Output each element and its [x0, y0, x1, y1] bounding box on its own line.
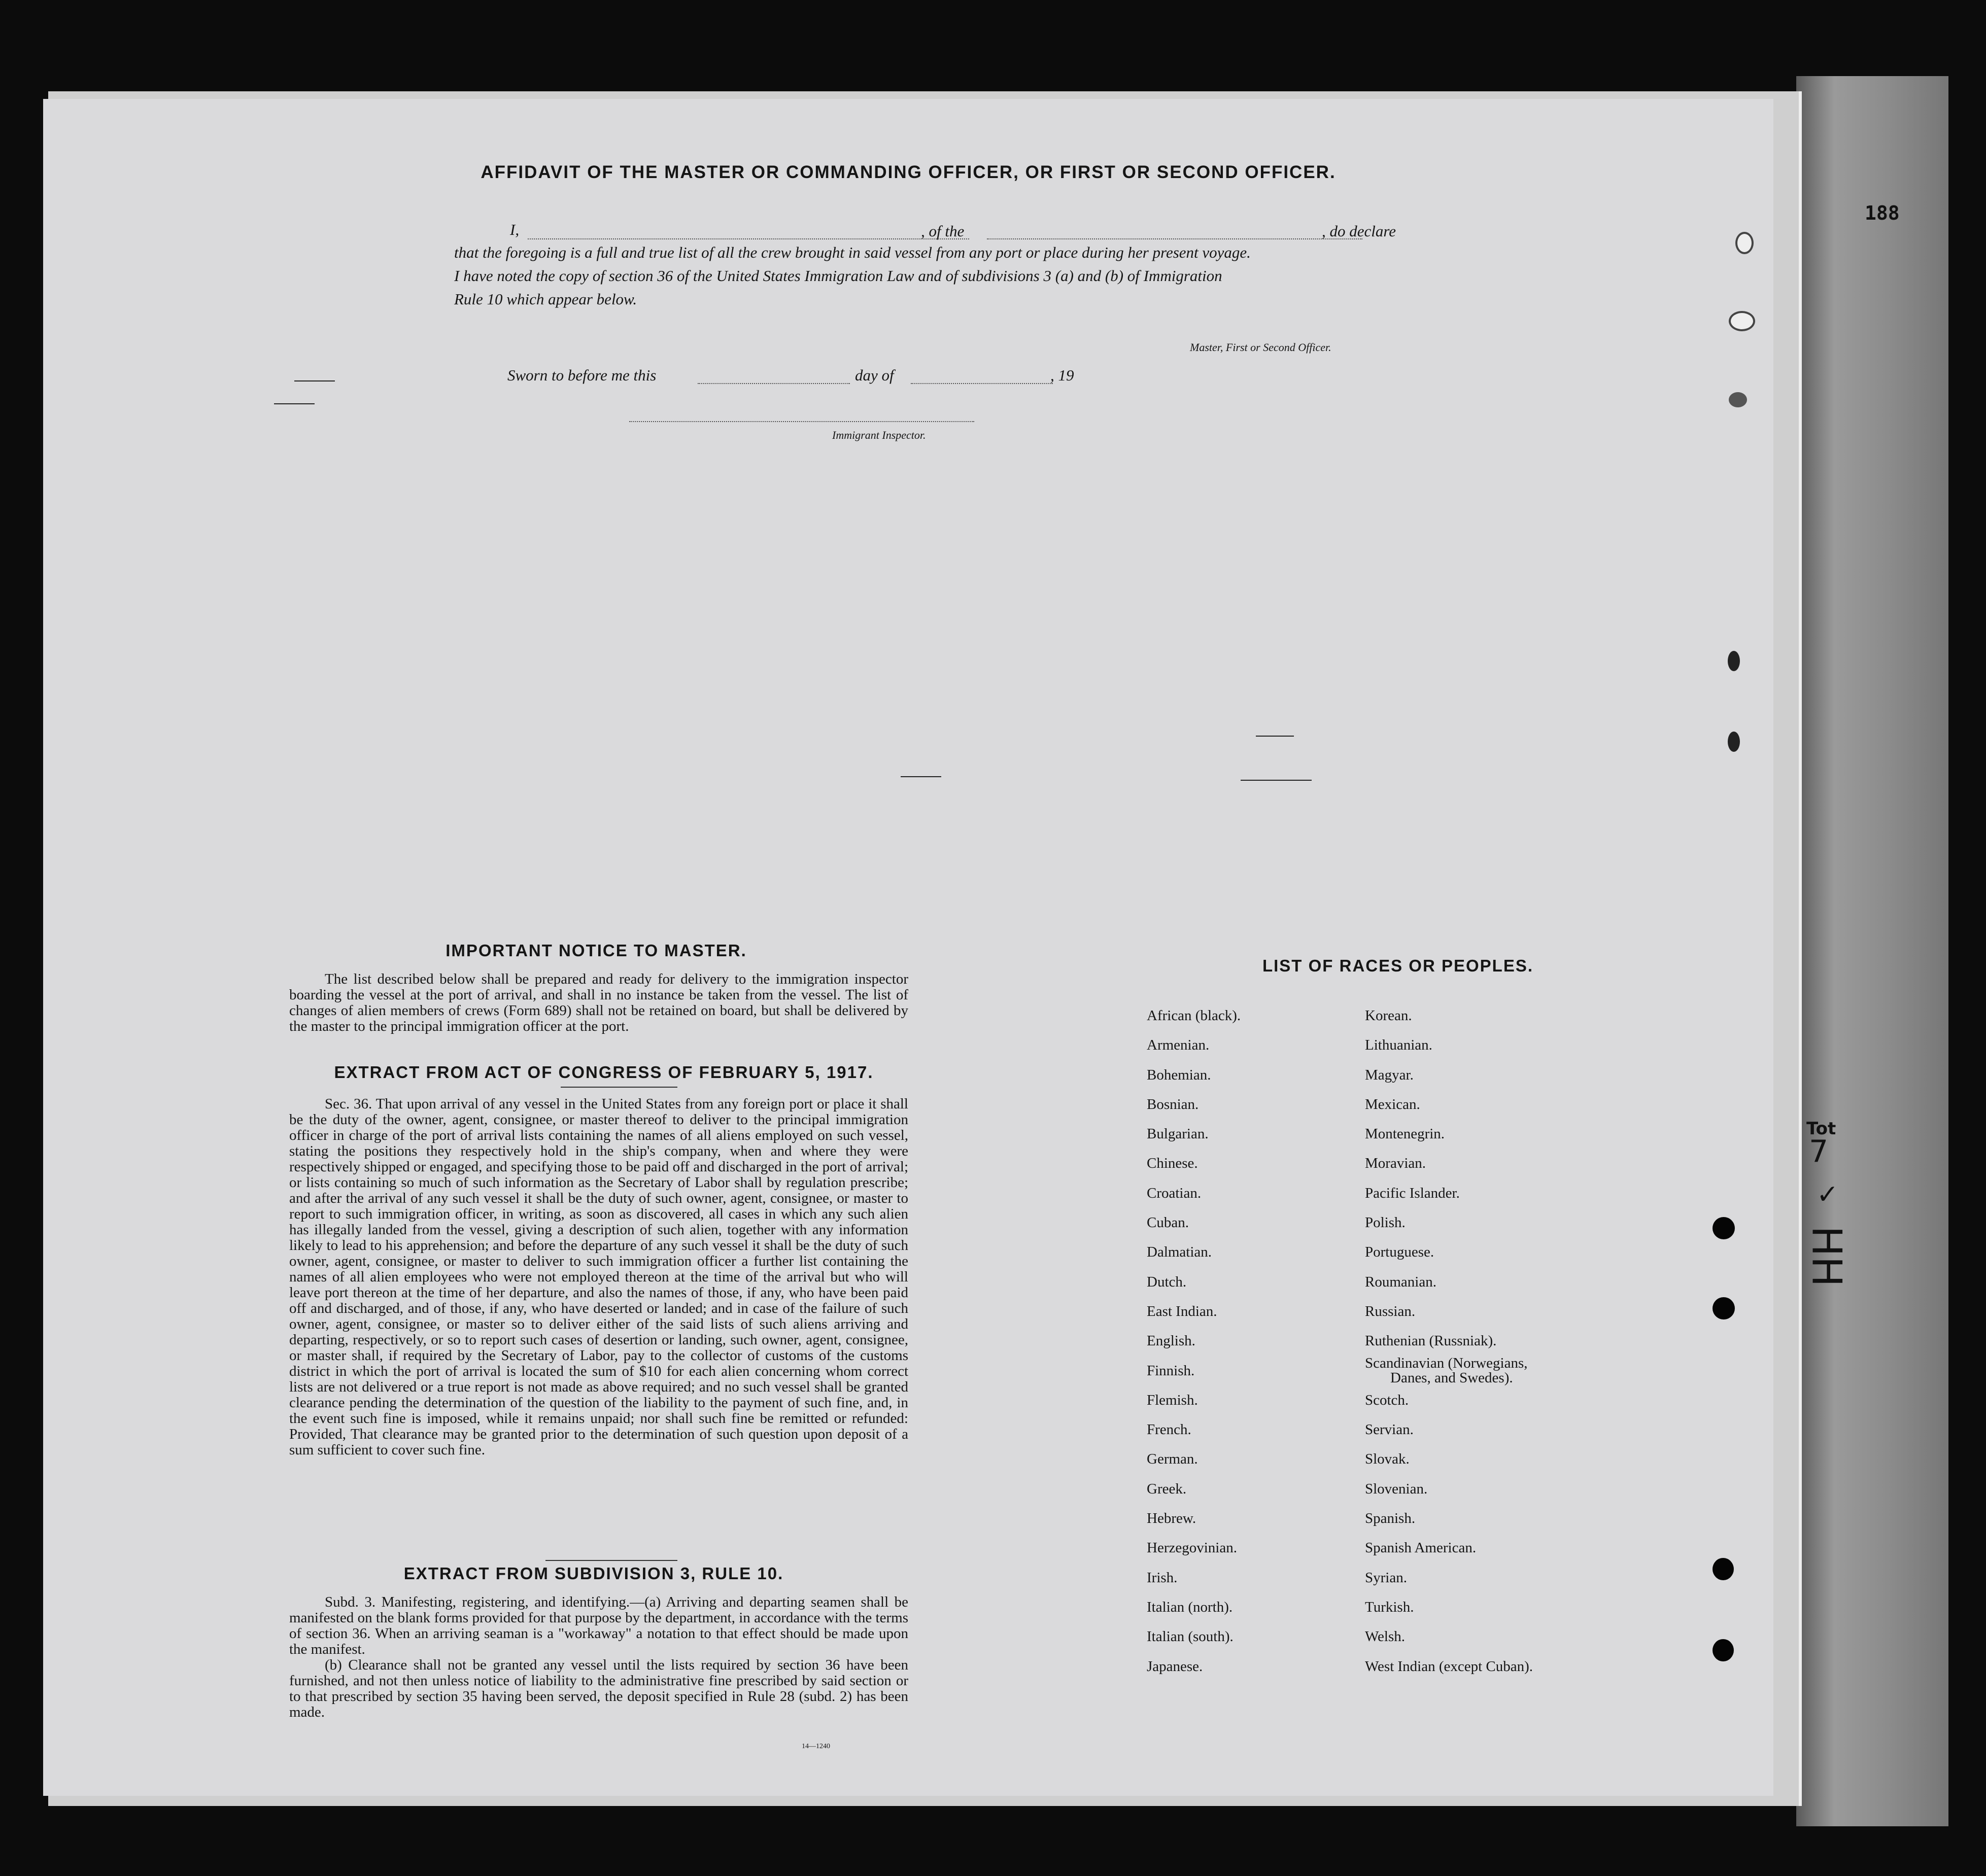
affidavit-do-declare: , do declare — [1322, 222, 1396, 240]
scan-dash — [1256, 736, 1294, 737]
sworn-label: Sworn to before me this — [507, 366, 657, 384]
binder-edge — [1796, 76, 1948, 1826]
race-item: Servian. — [1365, 1421, 1414, 1438]
race-item: Finnish. — [1147, 1362, 1195, 1379]
punch-hole-icon — [1729, 392, 1747, 407]
form-number: 14—1240 — [802, 1743, 830, 1750]
inspector-label: Immigrant Inspector. — [832, 429, 926, 441]
race-item: Pacific Islander. — [1365, 1185, 1460, 1201]
punch-hole-icon — [1713, 1217, 1735, 1239]
extract-rule-title: EXTRACT FROM SUBDIVISION 3, RULE 10. — [403, 1564, 784, 1583]
heading-rule — [545, 1560, 677, 1561]
scan-dash — [294, 380, 335, 381]
punch-hole-icon — [1713, 1558, 1734, 1580]
master-signature-label: Master, First or Second Officer. — [1190, 341, 1331, 354]
extract-rule-block — [289, 1594, 908, 1720]
race-item: Russian. — [1365, 1303, 1416, 1319]
race-item: Japanese. — [1147, 1658, 1203, 1675]
punch-hole-icon — [1735, 232, 1754, 254]
race-item: Spanish American. — [1365, 1540, 1477, 1556]
race-item: Portuguese. — [1365, 1244, 1434, 1261]
race-item: Irish. — [1147, 1569, 1178, 1586]
race-item: Magyar. — [1365, 1066, 1414, 1083]
affidavit-of-the: , of the — [921, 222, 965, 240]
extract-act-text: Sec. 36. That upon arrival of any vessel in the United States from any foreign port or place it shall be the duty of the owner, agent, consignee, or master thereof to deliver to the principal immigration officer in charge of the port of arrival lists containing the names of all aliens employed on such vessel, stating the positions they respectively hold in the ship's company, when and where they were respectively shipped or engaged, and specifying those to be paid off and discharged in the port of arrival; or lists containing so much of such information as the Secretary of Labor shall by regulation prescribe; and after the arrival of any such vessel it shall be the duty of such owner, agent, consignee, or master to report to such immigration officer, in writing, as soon as discovered, all cases in which any such alien has illegally landed from the vessel, giving a description of such alien, together with any information likely to lead to his apprehension; and before the departure of any such vessel it shall be the duty of such owner, agent, consignee, or master to deliver to such immigration officer a further list containing the names of all alien employees who were not employed thereon at the time of the arrival but who will leave port thereon at the time of her departure, and also the names of those, if any, who have been paid off and discharged, and of those, if any, who have deserted or landed; and in case of the failure of such owner, agent, consignee, or master so to deliver either of the said lists of such aliens arriving and departing, respectively, or so to report such cases of desertion or landing, such owner, agent, consignee, or master shall, if required by the Secretary of Labor, pay to the collector of customs of the customs district in which the port of arrival is located the sum of $10 for each alien concerning whom correct lists are not delivered or a true report is not made as above required; and no such vessel shall be granted clearance pending the determination of the question of the liability to the payment of such fine, and, in the event such fine is imposed, while it remains unpaid; nor shall such fine be remitted or refunded: Provided, That clearance may be granted prior to the determination of such question upon deposit of a sum sufficient to cover such fine. — [289, 1096, 908, 1458]
affidavit-line-4: Rule 10 which appear below. — [454, 290, 637, 308]
affidavit-line-3: I have noted the copy of section 36 of the United States Immigration Law and of subdivisions 3 (a) and (b) of Immigration — [454, 267, 1222, 285]
scan-dash — [274, 403, 315, 404]
notice-title: IMPORTANT NOTICE TO MASTER. — [446, 941, 747, 960]
race-item: Welsh. — [1365, 1628, 1406, 1645]
heading-rule — [561, 1087, 677, 1088]
race-item: Hebrew. — [1147, 1510, 1196, 1527]
punch-hole-icon — [1713, 1297, 1735, 1319]
extract-act-block — [289, 1096, 908, 1458]
races-title: LIST OF RACES OR PEOPLES. — [1262, 956, 1534, 975]
sworn-month-line[interactable] — [911, 383, 1053, 384]
races-right-column — [1365, 1001, 1533, 1681]
race-item — [1365, 1356, 1533, 1385]
races-left-column — [1147, 1001, 1241, 1681]
race-item-line: Scandinavian (Norwegians, — [1365, 1354, 1528, 1371]
notice-text-block — [289, 971, 908, 1034]
race-item: English. — [1147, 1333, 1195, 1349]
race-item: Korean. — [1365, 1008, 1412, 1024]
race-item: Bulgarian. — [1147, 1126, 1209, 1142]
race-item: Moravian. — [1365, 1155, 1426, 1172]
race-item: Dalmatian. — [1147, 1244, 1212, 1261]
race-item: German. — [1147, 1451, 1198, 1468]
subd-text: Subd. 3. Manifesting, registering, and identifying.—(a) Arriving and departing seamen shall be manifested on the blank forms provided for that purpose by the department, in accordance with the terms of section 36. When an arriving seaman is a "workaway" a notation to that effect should be made upon the manifest. — [289, 1594, 908, 1657]
race-item: Bosnian. — [1147, 1096, 1199, 1113]
margin-tally: HH — [1803, 1226, 1851, 1287]
margin-seven: 7 — [1809, 1134, 1829, 1169]
race-item: Greek. — [1147, 1480, 1187, 1497]
race-item: Mexican. — [1365, 1096, 1420, 1113]
day-of-label: day of — [855, 366, 894, 384]
margin-tot: Tot — [1806, 1119, 1836, 1139]
race-item: Polish. — [1365, 1214, 1406, 1231]
race-item: Cuban. — [1147, 1214, 1189, 1231]
race-item: Slovenian. — [1365, 1480, 1428, 1497]
extract-act-title: EXTRACT FROM ACT OF CONGRESS OF FEBRUARY 5, 1917. — [334, 1063, 874, 1082]
affidavit-line-2: that the foregoing is a full and true list of all the crew brought in said vessel from any port or place during her present voyage. — [454, 244, 1251, 261]
inspector-signature-line[interactable] — [629, 421, 974, 422]
race-item: Croatian. — [1147, 1185, 1202, 1201]
punch-hole-icon — [1729, 311, 1755, 331]
race-item: Dutch. — [1147, 1273, 1187, 1290]
race-item: West Indian (except Cuban). — [1365, 1658, 1533, 1675]
race-item: Lithuanian. — [1365, 1037, 1432, 1054]
affidavit-i-label: I, — [510, 221, 520, 238]
notice-text: The list described below shall be prepared and ready for delivery to the immigration inspector boarding the vessel at the port of arrival, and shall in no instance be taken from the vessel. The list of changes of alien members of crews (Form 689) shall not be retained on board, but shall be delivered by the master to the principal immigration officer at the port. — [289, 971, 908, 1034]
race-item: Herzegovinian. — [1147, 1540, 1237, 1556]
race-item: Italian (south). — [1147, 1628, 1234, 1645]
race-item: Slovak. — [1365, 1451, 1410, 1468]
page-number: 188 — [1865, 202, 1900, 224]
scan-dash — [901, 776, 941, 777]
vessel-name-line[interactable] — [987, 238, 1362, 239]
race-item: Montenegrin. — [1365, 1126, 1445, 1142]
race-item: Syrian. — [1365, 1569, 1407, 1586]
race-item: French. — [1147, 1421, 1191, 1438]
race-item: African (black). — [1147, 1008, 1241, 1024]
punch-hole-icon — [1728, 651, 1740, 671]
race-item: Flemish. — [1147, 1392, 1198, 1408]
year-label: , 19 — [1050, 366, 1074, 384]
race-item: Bohemian. — [1147, 1066, 1211, 1083]
race-item: Chinese. — [1147, 1155, 1198, 1172]
race-item: Turkish. — [1365, 1599, 1414, 1615]
declarant-name-line[interactable] — [528, 238, 969, 239]
race-item: Italian (north). — [1147, 1599, 1233, 1615]
affidavit-title: AFFIDAVIT OF THE MASTER OR COMMANDING OFFICER, OR FIRST OR SECOND OFFICER. — [481, 162, 1336, 182]
race-item-line: Danes, and Swedes). — [1390, 1369, 1513, 1386]
manifest-page — [43, 99, 1773, 1796]
punch-hole-icon — [1713, 1639, 1734, 1661]
race-item: Ruthenian (Russniak). — [1365, 1333, 1497, 1349]
race-item: Roumanian. — [1365, 1273, 1436, 1290]
race-item: East Indian. — [1147, 1303, 1217, 1319]
margin-check: ✓ — [1817, 1179, 1839, 1210]
race-item: Spanish. — [1365, 1510, 1416, 1527]
scan-dash — [1241, 780, 1312, 781]
clearance-text: (b) Clearance shall not be granted any vessel until the lists required by section 36 have been furnished, and not then unless notice of liability to the administrative fine prescribed by said section or to that prescribed by section 35 having been served, the deposit specified in Rule 28 (subd. 2) has been made. — [289, 1657, 908, 1720]
punch-hole-icon — [1728, 732, 1740, 752]
race-item: Scotch. — [1365, 1392, 1409, 1408]
race-item: Armenian. — [1147, 1037, 1210, 1054]
sworn-day-line[interactable] — [698, 383, 850, 384]
